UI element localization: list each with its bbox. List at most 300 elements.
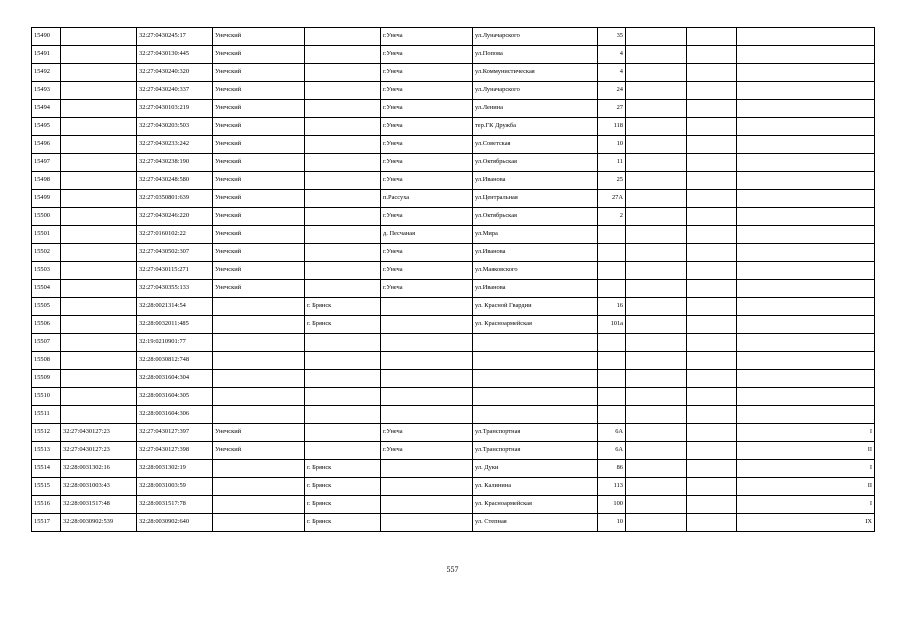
district-cell: Унечский <box>213 136 305 154</box>
house-number-cell: 6А <box>598 424 626 442</box>
empty-cell <box>687 280 737 298</box>
empty-cell <box>626 424 687 442</box>
district-cell: Унечский <box>213 154 305 172</box>
district-cell <box>213 316 305 334</box>
row-number-cell: 15493 <box>32 82 61 100</box>
district-cell: Унечский <box>213 442 305 460</box>
room-number-cell <box>737 82 875 100</box>
table-row <box>32 46 875 64</box>
empty-cell <box>626 208 687 226</box>
table-row <box>32 442 875 460</box>
empty-cell <box>626 118 687 136</box>
cadastral-number-cell: 32:28:0021314:54 <box>137 298 213 316</box>
district-cell: Унечский <box>213 82 305 100</box>
parent-cadastral-number-cell <box>61 388 137 406</box>
table-row <box>32 352 875 370</box>
parent-cadastral-number-cell <box>61 172 137 190</box>
parent-cadastral-number-cell <box>61 244 137 262</box>
empty-cell <box>687 424 737 442</box>
parent-cadastral-number-cell <box>61 208 137 226</box>
table-row <box>32 226 875 244</box>
cadastral-number-cell: 32:28:0030902:640 <box>137 514 213 532</box>
house-number-cell: 100 <box>598 496 626 514</box>
row-number-cell: 15497 <box>32 154 61 172</box>
district-cell <box>213 514 305 532</box>
cadastral-number-cell: 32:27:0430130:445 <box>137 46 213 64</box>
empty-cell <box>626 82 687 100</box>
table-row <box>32 424 875 442</box>
house-number-cell: 24 <box>598 82 626 100</box>
city-cell <box>305 442 381 460</box>
table-row <box>32 334 875 352</box>
parent-cadastral-number-cell <box>61 316 137 334</box>
empty-cell <box>626 226 687 244</box>
parent-cadastral-number-cell: 32:28:0031003:43 <box>61 478 137 496</box>
city-cell <box>305 424 381 442</box>
settlement-cell: г.Унеча <box>381 118 473 136</box>
empty-cell <box>687 442 737 460</box>
house-number-cell <box>598 370 626 388</box>
table-row <box>32 82 875 100</box>
table-row <box>32 208 875 226</box>
parent-cadastral-number-cell: 32:28:0031302:16 <box>61 460 137 478</box>
cadastral-number-cell: 32:28:0032011:485 <box>137 316 213 334</box>
house-number-cell: 35 <box>598 28 626 46</box>
table-row <box>32 262 875 280</box>
empty-cell <box>687 478 737 496</box>
empty-cell <box>687 514 737 532</box>
street-cell: ул.Иванова <box>473 172 598 190</box>
parent-cadastral-number-cell: 32:28:0031517:48 <box>61 496 137 514</box>
city-cell <box>305 406 381 424</box>
settlement-cell <box>381 460 473 478</box>
settlement-cell <box>381 334 473 352</box>
street-cell: ул. Красноармейская <box>473 316 598 334</box>
parent-cadastral-number-cell <box>61 154 137 172</box>
table-row <box>32 100 875 118</box>
parent-cadastral-number-cell <box>61 280 137 298</box>
room-number-cell <box>737 316 875 334</box>
empty-cell <box>687 496 737 514</box>
cadastral-number-cell: 32:27:0430127:397 <box>137 424 213 442</box>
district-cell: Унечский <box>213 172 305 190</box>
empty-cell <box>626 64 687 82</box>
house-number-cell: 25 <box>598 172 626 190</box>
table-row <box>32 370 875 388</box>
district-cell: Унечский <box>213 190 305 208</box>
street-cell: ул.Луначарского <box>473 28 598 46</box>
empty-cell <box>626 388 687 406</box>
settlement-cell: г.Унеча <box>381 208 473 226</box>
parent-cadastral-number-cell: 32:28:0030902:539 <box>61 514 137 532</box>
row-number-cell: 15511 <box>32 406 61 424</box>
table-row <box>32 388 875 406</box>
district-cell <box>213 388 305 406</box>
row-number-cell: 15491 <box>32 46 61 64</box>
street-cell: ул. Красноармейская <box>473 496 598 514</box>
city-cell <box>305 388 381 406</box>
city-cell <box>305 244 381 262</box>
empty-cell <box>626 46 687 64</box>
row-number-cell: 15490 <box>32 28 61 46</box>
street-cell: ул.Маяковского <box>473 262 598 280</box>
row-number-cell: 15508 <box>32 352 61 370</box>
empty-cell <box>687 136 737 154</box>
empty-cell <box>626 154 687 172</box>
parent-cadastral-number-cell <box>61 118 137 136</box>
room-number-cell <box>737 388 875 406</box>
empty-cell <box>687 334 737 352</box>
city-cell <box>305 172 381 190</box>
empty-cell <box>626 316 687 334</box>
row-number-cell: 15517 <box>32 514 61 532</box>
street-cell: ул.Коммунистическая <box>473 64 598 82</box>
empty-cell <box>626 514 687 532</box>
room-number-cell <box>737 370 875 388</box>
street-cell: ул.Транспортная <box>473 424 598 442</box>
city-cell <box>305 136 381 154</box>
empty-cell <box>626 136 687 154</box>
house-number-cell <box>598 406 626 424</box>
house-number-cell: 11 <box>598 154 626 172</box>
cadastral-number-cell: 32:27:0350801:639 <box>137 190 213 208</box>
house-number-cell: 101а <box>598 316 626 334</box>
row-number-cell: 15496 <box>32 136 61 154</box>
cadastral-number-cell: 32:27:0430233:242 <box>137 136 213 154</box>
empty-cell <box>687 388 737 406</box>
settlement-cell: г.Унеча <box>381 244 473 262</box>
empty-cell <box>687 298 737 316</box>
settlement-cell <box>381 496 473 514</box>
parent-cadastral-number-cell <box>61 298 137 316</box>
cadastral-number-cell: 32:27:0430502:307 <box>137 244 213 262</box>
empty-cell <box>626 244 687 262</box>
empty-cell <box>626 100 687 118</box>
room-number-cell <box>737 226 875 244</box>
empty-cell <box>687 172 737 190</box>
empty-cell <box>626 280 687 298</box>
district-cell: Унечский <box>213 46 305 64</box>
street-cell <box>473 370 598 388</box>
row-number-cell: 15514 <box>32 460 61 478</box>
district-cell: Унечский <box>213 28 305 46</box>
empty-cell <box>687 118 737 136</box>
settlement-cell: г.Унеча <box>381 82 473 100</box>
city-cell <box>305 208 381 226</box>
row-number-cell: 15509 <box>32 370 61 388</box>
row-number-cell: 15507 <box>32 334 61 352</box>
street-cell: ул.Ленина <box>473 100 598 118</box>
parent-cadastral-number-cell <box>61 226 137 244</box>
table-row <box>32 460 875 478</box>
city-cell <box>305 100 381 118</box>
city-cell: г. Брянск <box>305 316 381 334</box>
district-cell: Унечский <box>213 280 305 298</box>
table-row <box>32 28 875 46</box>
table-row <box>32 154 875 172</box>
house-number-cell: 2 <box>598 208 626 226</box>
district-cell: Унечский <box>213 208 305 226</box>
city-cell: г. Брянск <box>305 514 381 532</box>
house-number-cell: 27 <box>598 100 626 118</box>
settlement-cell: г.Унеча <box>381 154 473 172</box>
room-number-cell <box>737 118 875 136</box>
house-number-cell <box>598 352 626 370</box>
table-row <box>32 298 875 316</box>
house-number-cell <box>598 388 626 406</box>
city-cell <box>305 262 381 280</box>
settlement-cell <box>381 352 473 370</box>
settlement-cell: г.Унеча <box>381 100 473 118</box>
room-number-cell: I <box>737 424 875 442</box>
parent-cadastral-number-cell <box>61 352 137 370</box>
city-cell <box>305 352 381 370</box>
parent-cadastral-number-cell <box>61 136 137 154</box>
street-cell: ул.Транспортная <box>473 442 598 460</box>
page-number: 557 <box>446 565 459 574</box>
table-row <box>32 478 875 496</box>
table-row <box>32 244 875 262</box>
room-number-cell <box>737 298 875 316</box>
street-cell: ул.Попова <box>473 46 598 64</box>
cadastral-number-cell: 32:27:0430248:580 <box>137 172 213 190</box>
room-number-cell <box>737 244 875 262</box>
row-number-cell: 15510 <box>32 388 61 406</box>
district-cell <box>213 370 305 388</box>
settlement-cell: г.Унеча <box>381 280 473 298</box>
row-number-cell: 15498 <box>32 172 61 190</box>
city-cell <box>305 190 381 208</box>
empty-cell <box>626 28 687 46</box>
street-cell: ул.Иванова <box>473 280 598 298</box>
cadastral-number-cell: 32:27:0430355:133 <box>137 280 213 298</box>
room-number-cell <box>737 46 875 64</box>
cadastral-number-cell: 32:19:0210901:77 <box>137 334 213 352</box>
parent-cadastral-number-cell: 32:27:0430127:23 <box>61 442 137 460</box>
cadastral-number-cell: 32:27:0430103:219 <box>137 100 213 118</box>
house-number-cell: 10 <box>598 514 626 532</box>
settlement-cell: г.Унеча <box>381 136 473 154</box>
house-number-cell: 86 <box>598 460 626 478</box>
city-cell <box>305 226 381 244</box>
street-cell <box>473 352 598 370</box>
parent-cadastral-number-cell <box>61 46 137 64</box>
table-row <box>32 64 875 82</box>
empty-cell <box>687 46 737 64</box>
city-cell <box>305 82 381 100</box>
street-cell: тер.ГК Дружба <box>473 118 598 136</box>
street-cell <box>473 334 598 352</box>
empty-cell <box>626 496 687 514</box>
room-number-cell <box>737 28 875 46</box>
district-cell <box>213 352 305 370</box>
room-number-cell <box>737 406 875 424</box>
table-row <box>32 136 875 154</box>
empty-cell <box>687 64 737 82</box>
cadastral-number-cell: 32:27:0430240:337 <box>137 82 213 100</box>
empty-cell <box>626 370 687 388</box>
city-cell <box>305 154 381 172</box>
table-body <box>32 28 875 532</box>
parent-cadastral-number-cell: 32:27:0430127:23 <box>61 424 137 442</box>
house-number-cell: 27А <box>598 190 626 208</box>
empty-cell <box>626 298 687 316</box>
settlement-cell: г.Унеча <box>381 424 473 442</box>
empty-cell <box>626 478 687 496</box>
house-number-cell: 118 <box>598 118 626 136</box>
parent-cadastral-number-cell <box>61 64 137 82</box>
table-row <box>32 190 875 208</box>
district-cell: Унечский <box>213 226 305 244</box>
cadastral-number-cell: 32:27:0430240:320 <box>137 64 213 82</box>
empty-cell <box>626 460 687 478</box>
empty-cell <box>687 370 737 388</box>
row-number-cell: 15501 <box>32 226 61 244</box>
room-number-cell: II <box>737 442 875 460</box>
empty-cell <box>687 208 737 226</box>
cadastral-number-cell: 32:28:0031604:305 <box>137 388 213 406</box>
city-cell <box>305 28 381 46</box>
city-cell: г. Брянск <box>305 496 381 514</box>
cadastral-number-cell: 32:27:0430246:220 <box>137 208 213 226</box>
settlement-cell <box>381 406 473 424</box>
street-cell: ул.Октябрьская <box>473 208 598 226</box>
cadastral-number-cell: 32:28:0031604:306 <box>137 406 213 424</box>
room-number-cell <box>737 280 875 298</box>
table-row <box>32 406 875 424</box>
empty-cell <box>687 316 737 334</box>
parent-cadastral-number-cell <box>61 370 137 388</box>
room-number-cell <box>737 64 875 82</box>
house-number-cell: 16 <box>598 298 626 316</box>
cadastral-number-cell: 32:28:0031302:19 <box>137 460 213 478</box>
empty-cell <box>687 154 737 172</box>
registry-table <box>31 27 875 532</box>
city-cell <box>305 64 381 82</box>
house-number-cell: 4 <box>598 64 626 82</box>
cadastral-number-cell: 32:27:0430203:503 <box>137 118 213 136</box>
district-cell <box>213 496 305 514</box>
cadastral-number-cell: 32:27:0430245:17 <box>137 28 213 46</box>
empty-cell <box>626 262 687 280</box>
row-number-cell: 15502 <box>32 244 61 262</box>
row-number-cell: 15513 <box>32 442 61 460</box>
district-cell <box>213 406 305 424</box>
empty-cell <box>687 28 737 46</box>
settlement-cell: п.Рассуха <box>381 190 473 208</box>
empty-cell <box>626 172 687 190</box>
row-number-cell: 15515 <box>32 478 61 496</box>
settlement-cell <box>381 478 473 496</box>
cadastral-number-cell: 32:27:0160102:22 <box>137 226 213 244</box>
settlement-cell: г.Унеча <box>381 46 473 64</box>
cadastral-number-cell: 32:27:0430238:190 <box>137 154 213 172</box>
district-cell: Унечский <box>213 118 305 136</box>
city-cell: г. Брянск <box>305 478 381 496</box>
cadastral-number-cell: 32:28:0031517:78 <box>137 496 213 514</box>
district-cell: Унечский <box>213 100 305 118</box>
row-number-cell: 15494 <box>32 100 61 118</box>
empty-cell <box>687 262 737 280</box>
house-number-cell <box>598 244 626 262</box>
street-cell: ул.Иванова <box>473 244 598 262</box>
house-number-cell <box>598 334 626 352</box>
settlement-cell: г.Унеча <box>381 64 473 82</box>
house-number-cell: 6А <box>598 442 626 460</box>
settlement-cell <box>381 298 473 316</box>
row-number-cell: 15499 <box>32 190 61 208</box>
cadastral-number-cell: 32:27:0430115:271 <box>137 262 213 280</box>
city-cell <box>305 334 381 352</box>
empty-cell <box>626 406 687 424</box>
room-number-cell: II <box>737 478 875 496</box>
room-number-cell <box>737 154 875 172</box>
parent-cadastral-number-cell <box>61 406 137 424</box>
room-number-cell <box>737 100 875 118</box>
house-number-cell <box>598 226 626 244</box>
settlement-cell: г.Унеча <box>381 262 473 280</box>
parent-cadastral-number-cell <box>61 82 137 100</box>
room-number-cell: IX <box>737 514 875 532</box>
settlement-cell: г.Унеча <box>381 172 473 190</box>
street-cell: ул.Центральная <box>473 190 598 208</box>
parent-cadastral-number-cell <box>61 262 137 280</box>
house-number-cell <box>598 262 626 280</box>
parent-cadastral-number-cell <box>61 28 137 46</box>
district-cell <box>213 298 305 316</box>
city-cell <box>305 370 381 388</box>
row-number-cell: 15500 <box>32 208 61 226</box>
settlement-cell <box>381 316 473 334</box>
street-cell: ул.Мира <box>473 226 598 244</box>
settlement-cell <box>381 370 473 388</box>
row-number-cell: 15492 <box>32 64 61 82</box>
row-number-cell: 15503 <box>32 262 61 280</box>
row-number-cell: 15516 <box>32 496 61 514</box>
empty-cell <box>687 352 737 370</box>
table-row <box>32 172 875 190</box>
table-row <box>32 514 875 532</box>
row-number-cell: 15505 <box>32 298 61 316</box>
settlement-cell <box>381 514 473 532</box>
district-cell <box>213 460 305 478</box>
row-number-cell: 15512 <box>32 424 61 442</box>
room-number-cell <box>737 334 875 352</box>
settlement-cell: д. Песчаная <box>381 226 473 244</box>
street-cell: ул.Луначарского <box>473 82 598 100</box>
empty-cell <box>687 226 737 244</box>
empty-cell <box>687 460 737 478</box>
empty-cell <box>687 406 737 424</box>
table-row <box>32 118 875 136</box>
empty-cell <box>687 244 737 262</box>
city-cell <box>305 118 381 136</box>
room-number-cell: I <box>737 460 875 478</box>
district-cell: Унечский <box>213 64 305 82</box>
cadastral-number-cell: 32:28:0031604:304 <box>137 370 213 388</box>
empty-cell <box>626 334 687 352</box>
street-cell: ул.Советская <box>473 136 598 154</box>
empty-cell <box>626 442 687 460</box>
district-cell: Унечский <box>213 424 305 442</box>
street-cell: ул. Дуки <box>473 460 598 478</box>
row-number-cell: 15504 <box>32 280 61 298</box>
district-cell: Унечский <box>213 262 305 280</box>
street-cell: ул. Степная <box>473 514 598 532</box>
room-number-cell <box>737 172 875 190</box>
street-cell <box>473 388 598 406</box>
empty-cell <box>687 190 737 208</box>
